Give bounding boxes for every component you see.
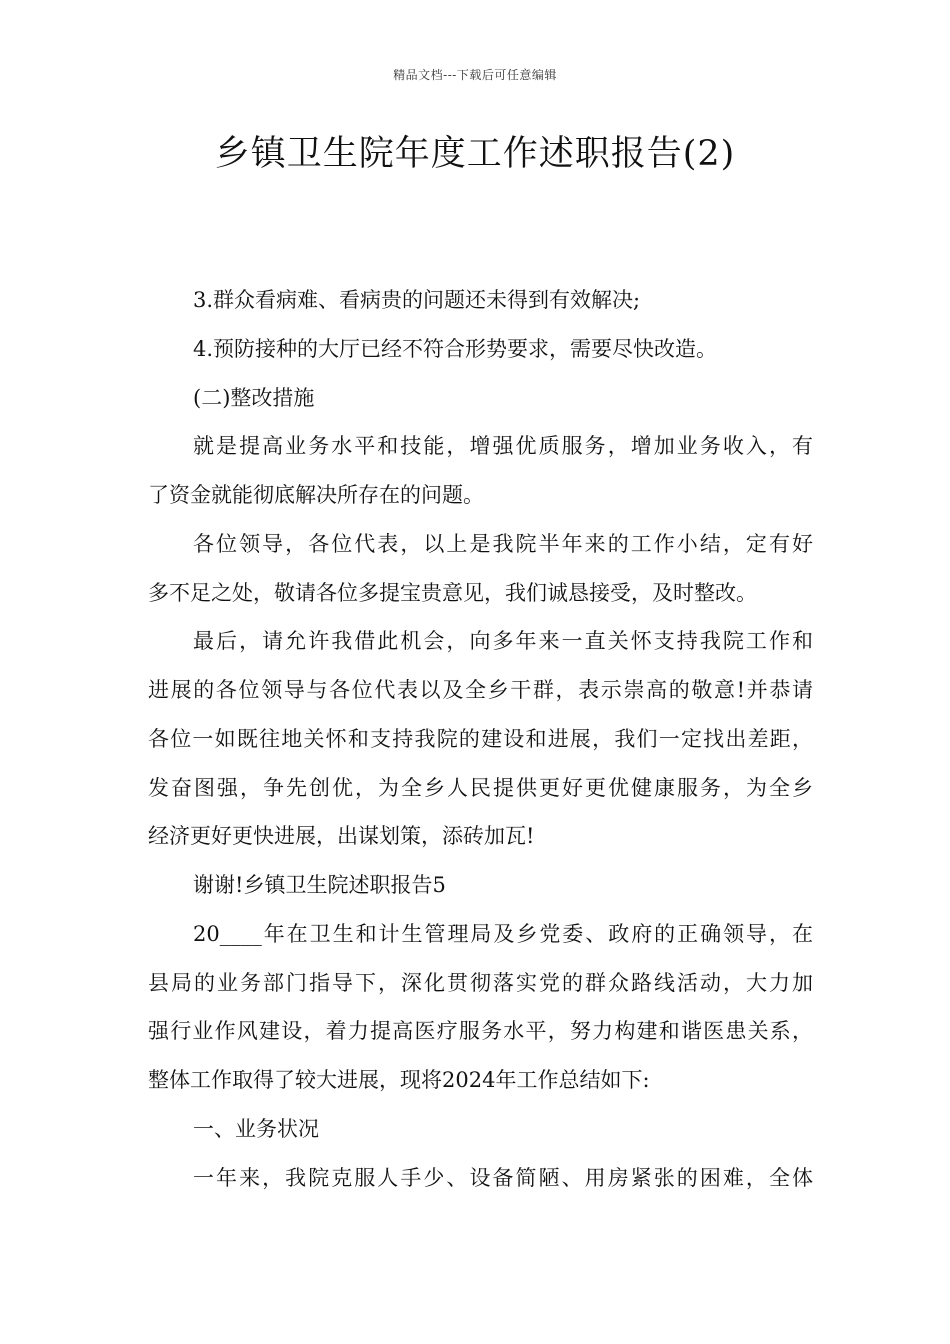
body-line: 了资金就能彻底解决所存在的问题。	[148, 483, 484, 507]
body-line: 谢谢!乡镇卫生院述职报告5	[193, 873, 446, 897]
body-line: 一年来，我院克服人手少、设备简陋、用房紧张的困难，全体	[193, 1165, 813, 1190]
body-line: 经济更好更快进展，出谋划策，添砖加瓦!	[148, 824, 535, 849]
header-note: 精品文档---下载后可任意编辑	[393, 68, 557, 82]
body-line: 强行业作风建设，着力提高医疗服务水平，努力构建和谐医患关系，	[148, 1019, 813, 1044]
body-line: 各位领导，各位代表，以上是我院半年来的工作小结，定有好	[193, 531, 813, 556]
body-line: 就是提高业务水平和技能，增强优质服务，增加业务收入，有	[193, 434, 813, 459]
body-line: 20____年在卫生和计生管理局及乡党委、政府的正确领导，在	[193, 921, 813, 946]
section-heading: 一、业务状况	[193, 1116, 319, 1141]
body-line: 整体工作取得了较大进展，现将2024年工作总结如下:	[148, 1068, 650, 1092]
body-line: 进展的各位领导与各位代表以及全乡干群，表示崇高的敬意!并恭请	[148, 678, 813, 702]
body-line: 县局的业务部门指导下，深化贯彻落实党的群众路线活动，大力加	[148, 970, 813, 995]
body-line: 3.群众看病难、看病贵的问题还未得到有效解决;	[193, 288, 641, 312]
body-line: 多不足之处，敬请各位多提宝贵意见，我们诚恳接受，及时整改。	[148, 580, 757, 605]
document-title: 乡镇卫生院年度工作述职报告(2)	[214, 134, 736, 174]
document-body	[148, 276, 813, 1202]
body-line: 最后，请允许我借此机会，向多年来一直关怀支持我院工作和	[193, 629, 813, 654]
section-heading: (二)整改措施	[193, 385, 315, 410]
body-line: 发奋图强，争先创优，为全乡人民提供更好更优健康服务，为全乡	[148, 775, 813, 800]
body-line: 各位一如既往地关怀和支持我院的建设和进展，我们一定找出差距，	[148, 726, 813, 751]
body-line: 4.预防接种的大厅已经不符合形势要求，需要尽快改造。	[193, 336, 718, 361]
